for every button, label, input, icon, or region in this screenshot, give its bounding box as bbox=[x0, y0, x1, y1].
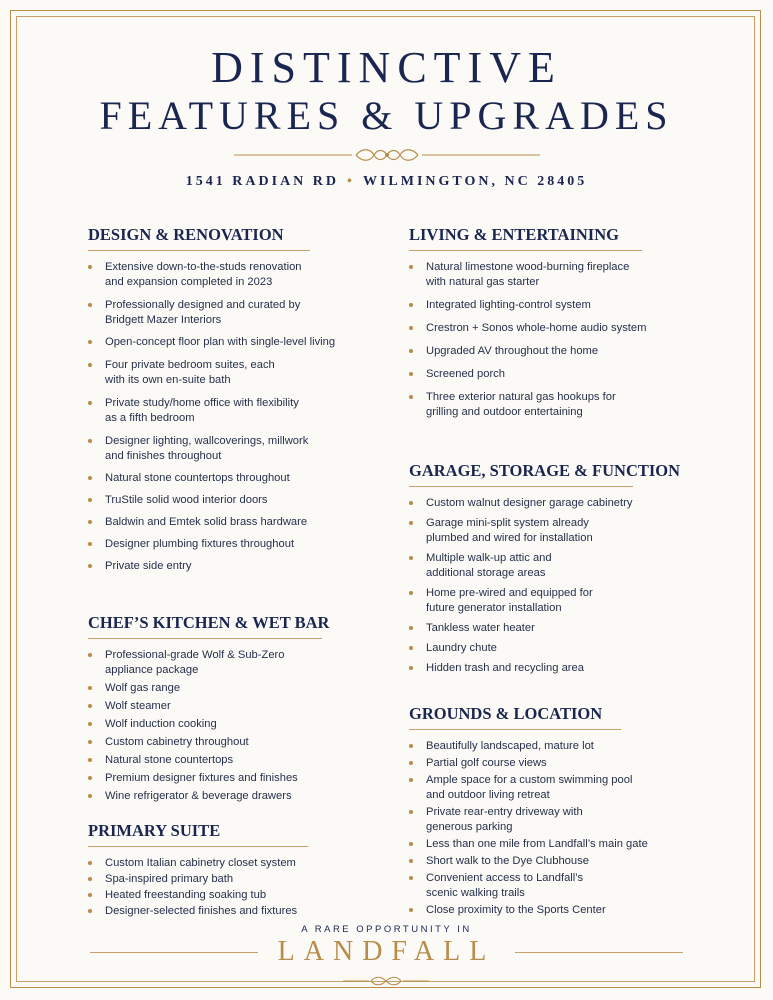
list-item-line: Short walk to the Dye Clubhouse bbox=[426, 855, 589, 867]
list-item-line: and finishes throughout bbox=[105, 450, 222, 462]
list-item bbox=[88, 396, 335, 426]
list-item bbox=[409, 621, 633, 636]
section-heading: LIVING & ENTERTAINING bbox=[409, 225, 642, 251]
list-item-line: Private side entry bbox=[105, 560, 192, 572]
list-item bbox=[409, 586, 633, 616]
list-item-line: Spa-inspired primary bath bbox=[105, 873, 234, 885]
list-item bbox=[409, 903, 648, 918]
list-item-line: with its own en-suite bath bbox=[105, 374, 231, 386]
list-item bbox=[88, 735, 322, 750]
list-item bbox=[88, 335, 335, 350]
list-item bbox=[88, 434, 335, 464]
list-item-line: with natural gas starter bbox=[426, 276, 540, 288]
list-item bbox=[88, 537, 335, 552]
list-item bbox=[409, 854, 648, 869]
list-item bbox=[409, 321, 646, 336]
list-item bbox=[409, 496, 633, 511]
list-item bbox=[409, 260, 646, 290]
list-item-line: Custom cabinetry throughout bbox=[105, 736, 249, 748]
list-item-line: Professional-grade Wolf & Sub-Zero bbox=[105, 649, 285, 661]
list-item-line: Designer lighting, wallcoverings, millwork bbox=[105, 435, 309, 447]
list-item bbox=[88, 260, 335, 290]
list-item-line: Three exterior natural gas hookups for bbox=[426, 391, 616, 403]
list-item-line: Heated freestanding soaking tub bbox=[105, 889, 267, 901]
list-item bbox=[409, 756, 648, 771]
list-item bbox=[409, 551, 633, 581]
list-item-line: Laundry chute bbox=[426, 642, 497, 654]
list-item-line: Custom walnut designer garage cabinetry bbox=[426, 497, 633, 509]
list-item-line: Multiple walk-up attic and bbox=[426, 552, 552, 564]
feature-list bbox=[409, 496, 633, 676]
list-item bbox=[409, 871, 648, 901]
list-item-line: plumbed and wired for installation bbox=[426, 532, 593, 544]
list-item bbox=[409, 641, 633, 656]
list-item-line: Less than one mile from Landfall’s main gate bbox=[426, 838, 648, 850]
section-heading: GARAGE, STORAGE & FUNCTION bbox=[409, 461, 633, 487]
list-item-line: generous parking bbox=[426, 821, 513, 833]
list-item bbox=[88, 493, 335, 508]
list-item-line: scenic walking trails bbox=[426, 887, 525, 899]
section-primary-suite bbox=[88, 821, 308, 919]
list-item-line: Four private bedroom suites, each bbox=[105, 359, 275, 371]
list-item bbox=[409, 516, 633, 546]
feature-list bbox=[88, 856, 308, 919]
list-item-line: Designer plumbing fixtures throughout bbox=[105, 538, 295, 550]
list-item-line: Natural limestone wood-burning fireplace bbox=[426, 261, 630, 273]
list-item bbox=[88, 358, 335, 388]
list-item-line: Custom Italian cabinetry closet system bbox=[105, 857, 296, 869]
footer-brand-logo: LANDFALL bbox=[277, 936, 496, 967]
list-item-line: Home pre-wired and equipped for bbox=[426, 587, 593, 599]
list-item-line: Wolf induction cooking bbox=[105, 718, 217, 730]
list-item-line: and outdoor living retreat bbox=[426, 789, 550, 801]
section-grounds-location bbox=[409, 704, 648, 918]
list-item bbox=[88, 681, 322, 696]
list-item bbox=[88, 559, 335, 574]
ornament-divider-icon bbox=[234, 146, 540, 164]
feature-list bbox=[409, 260, 646, 420]
list-item-line: Premium designer fixtures and finishes bbox=[105, 772, 298, 784]
list-item bbox=[409, 344, 646, 359]
section-chefs-kitchen bbox=[88, 613, 330, 804]
list-item-line: Wine refrigerator & beverage drawers bbox=[105, 790, 292, 802]
address-city: WILMINGTON, NC 28405 bbox=[362, 174, 588, 189]
footer-ornament-icon bbox=[343, 975, 429, 987]
list-item-line: Private study/home office with flexibility bbox=[105, 397, 299, 409]
section-heading: CHEF’S KITCHEN & WET BAR bbox=[88, 613, 322, 639]
list-item bbox=[88, 771, 322, 786]
list-item bbox=[88, 298, 335, 328]
list-item-line: Natural stone countertops throughout bbox=[105, 472, 290, 484]
list-item-line: Upgraded AV throughout the home bbox=[426, 345, 599, 357]
list-item bbox=[88, 648, 322, 678]
property-address bbox=[0, 174, 773, 190]
list-item-line: Convenient access to Landfall’s bbox=[426, 872, 584, 884]
list-item-line: Ample space for a custom swimming pool bbox=[426, 774, 633, 786]
list-item bbox=[409, 661, 633, 676]
list-item-line: as a fifth bedroom bbox=[105, 412, 195, 424]
list-item bbox=[88, 856, 308, 871]
list-item-line: and expansion completed in 2023 bbox=[105, 276, 273, 288]
list-item bbox=[409, 739, 648, 754]
list-item-line: Professionally designed and curated by bbox=[105, 299, 301, 311]
footer-tagline: A RARE OPPORTUNITY IN bbox=[301, 924, 472, 935]
list-item bbox=[409, 773, 648, 803]
list-item-line: Beautifully landscaped, mature lot bbox=[426, 740, 594, 752]
list-item-line: Designer-selected finishes and fixtures bbox=[105, 905, 298, 917]
footer-line-right bbox=[515, 952, 683, 953]
list-item-line: Bridgett Mazer Interiors bbox=[105, 314, 222, 326]
feature-list bbox=[409, 739, 648, 918]
section-design-renovation bbox=[88, 225, 335, 574]
address-separator: • bbox=[347, 174, 355, 189]
list-item-line: grilling and outdoor entertaining bbox=[426, 406, 583, 418]
list-item-line: appliance package bbox=[105, 664, 199, 676]
list-item bbox=[88, 717, 322, 732]
list-item-line: Integrated lighting-control system bbox=[426, 299, 591, 311]
list-item-line: Partial golf course views bbox=[426, 757, 547, 769]
section-living-entertaining bbox=[409, 225, 646, 420]
list-item bbox=[88, 699, 322, 714]
list-item-line: Baldwin and Emtek solid brass hardware bbox=[105, 516, 308, 528]
section-garage-storage bbox=[409, 461, 681, 676]
list-item-line: future generator installation bbox=[426, 602, 562, 614]
list-item-line: Tankless water heater bbox=[426, 622, 535, 634]
list-item-line: Screened porch bbox=[426, 368, 505, 380]
list-item bbox=[409, 367, 646, 382]
list-item bbox=[88, 904, 308, 919]
list-item bbox=[88, 471, 335, 486]
list-item bbox=[88, 515, 335, 530]
list-item-line: Garage mini-split system already bbox=[426, 517, 589, 529]
list-item bbox=[88, 789, 322, 804]
list-item-line: Close proximity to the Sports Center bbox=[426, 904, 606, 916]
title-line-1: DISTINCTIVE bbox=[211, 43, 562, 92]
list-item-line: Wolf gas range bbox=[105, 682, 181, 694]
list-item-line: Hidden trash and recycling area bbox=[426, 662, 584, 674]
feature-list bbox=[88, 648, 322, 804]
list-item bbox=[409, 837, 648, 852]
list-item-line: additional storage areas bbox=[426, 567, 546, 579]
section-heading: PRIMARY SUITE bbox=[88, 821, 308, 847]
address-street: 1541 RADIAN RD bbox=[185, 174, 340, 189]
list-item bbox=[409, 390, 646, 420]
list-item-line: Open-concept floor plan with single-level living bbox=[105, 336, 336, 348]
title-line-2: FEATURES & UPGRADES bbox=[99, 93, 674, 138]
list-item bbox=[88, 872, 308, 887]
list-item bbox=[88, 753, 322, 768]
list-item-line: Extensive down-to-the-studs renovation bbox=[105, 261, 302, 273]
list-item bbox=[409, 805, 648, 835]
list-item bbox=[409, 298, 646, 313]
feature-list bbox=[88, 260, 335, 574]
list-item-line: Private rear-entry driveway with bbox=[426, 806, 583, 818]
section-heading: GROUNDS & LOCATION bbox=[409, 704, 621, 730]
list-item-line: Natural stone countertops bbox=[105, 754, 234, 766]
list-item-line: Crestron + Sonos whole-home audio system bbox=[426, 322, 647, 334]
list-item bbox=[88, 888, 308, 903]
section-heading: DESIGN & RENOVATION bbox=[88, 225, 310, 251]
list-item-line: TruStile solid wood interior doors bbox=[105, 494, 268, 506]
list-item-line: Wolf steamer bbox=[105, 700, 171, 712]
